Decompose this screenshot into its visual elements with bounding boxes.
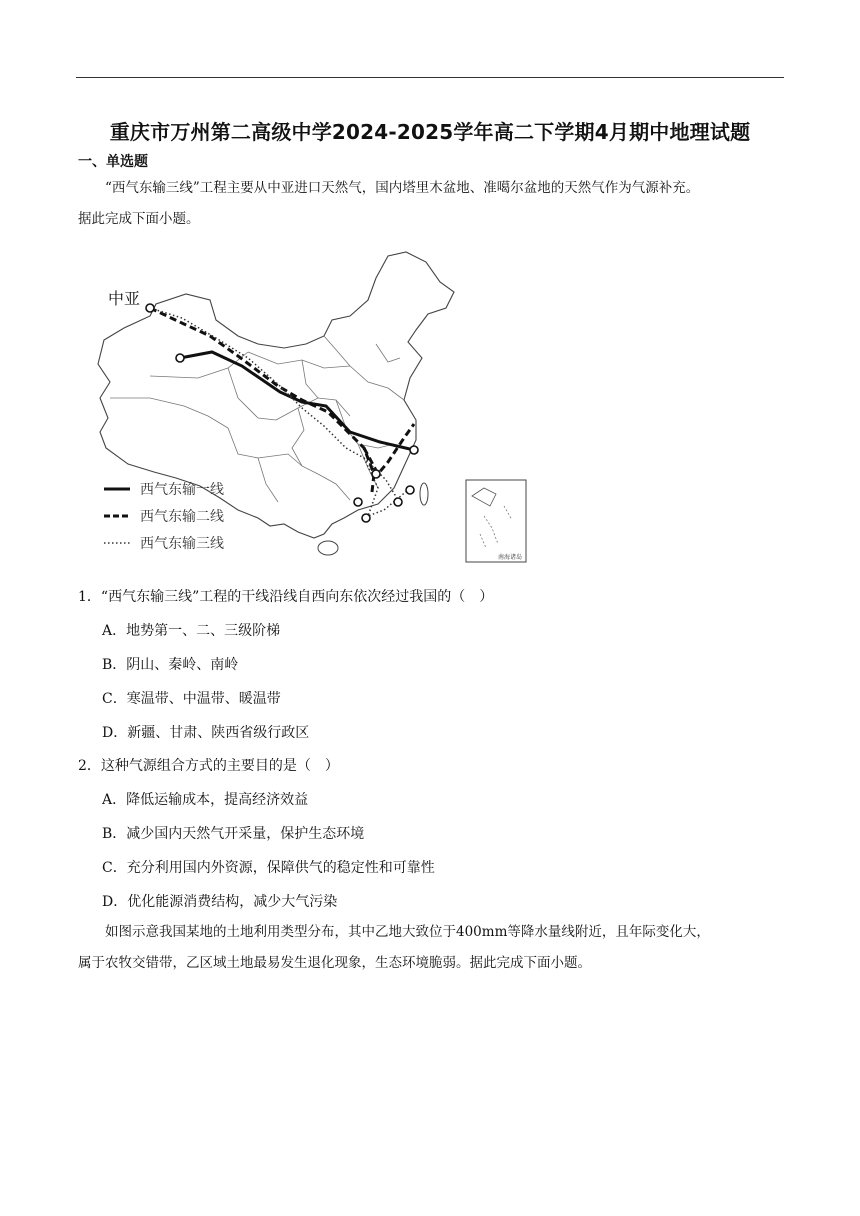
intro-1-line-1: “西气东输三线”工程主要从中亚进口天然气，国内塔里木盆地、准噶尔盆地的天然气作为气源补充。 [105, 180, 700, 196]
endpoint-tarim [176, 354, 184, 362]
endpoint-d [394, 498, 402, 506]
endpoint-a [372, 470, 380, 478]
question-1-stem: 1．“西气东输三线”工程的干线沿线自西向东依次经过我国的（ ） [78, 589, 494, 605]
endpoint-e [406, 486, 414, 494]
intro-2-line-1: 如图示意我国某地的土地利用类型分布，其中乙地大致位于400mm等降水量线附近，且年际变化大， [105, 924, 710, 940]
section-heading: 一、单选题 [78, 154, 148, 170]
endpoint-shanghai [410, 446, 418, 454]
map-legend [104, 481, 224, 552]
question-1-option-d[interactable]: D．新疆、甘肃、陕西省级行政区 [102, 725, 310, 741]
page-title: 重庆市万州第二高级中学2024-2025学年高二下学期4月期中地理试题 [109, 120, 751, 144]
question-2-stem: 2．这种气源组合方式的主要目的是（ ） [78, 758, 339, 774]
question-1-option-c[interactable]: C．寒温带、中温带、暖温带 [102, 691, 281, 707]
hainan-island [318, 541, 338, 555]
intro-paragraph-2 [78, 917, 786, 979]
endpoint-c [362, 514, 370, 522]
south-china-sea-inset [466, 480, 526, 562]
endpoint-central-asia [146, 304, 154, 312]
question-2-option-d[interactable]: D．优化能源消费结构，减少大气污染 [102, 894, 338, 910]
legend-line-1: 西气东输一线 [140, 482, 224, 498]
label-central-asia: 中亚 [108, 289, 141, 308]
header-rule [76, 77, 784, 78]
intro-2-line-2: 属于农牧交错带，乙区域土地最易发生退化现象，生态环境脆弱。据此完成下面小题。 [78, 955, 591, 971]
intro-1-line-2: 据此完成下面小题。 [78, 211, 200, 227]
legend-line-3: 西气东输三线 [140, 536, 224, 552]
question-2-option-b[interactable]: B．减少国内天然气开采量，保护生态环境 [102, 826, 365, 842]
question-2-option-c[interactable]: C．充分利用国内外资源，保障供气的稳定性和可靠性 [102, 860, 435, 876]
intro-paragraph-1 [78, 173, 786, 235]
china-gas-pipeline-map [88, 248, 532, 564]
endpoint-b [354, 498, 362, 506]
legend-line-2: 西气东输二线 [140, 509, 224, 525]
inset-label: 南海诸岛 [498, 554, 523, 561]
question-1-option-a[interactable]: A．地势第一、二、三级阶梯 [102, 623, 281, 639]
taiwan-island [420, 483, 428, 505]
question-1-option-b[interactable]: B．阴山、秦岭、南岭 [102, 657, 239, 673]
question-2-option-a[interactable]: A．降低运输成本，提高经济效益 [102, 792, 309, 808]
